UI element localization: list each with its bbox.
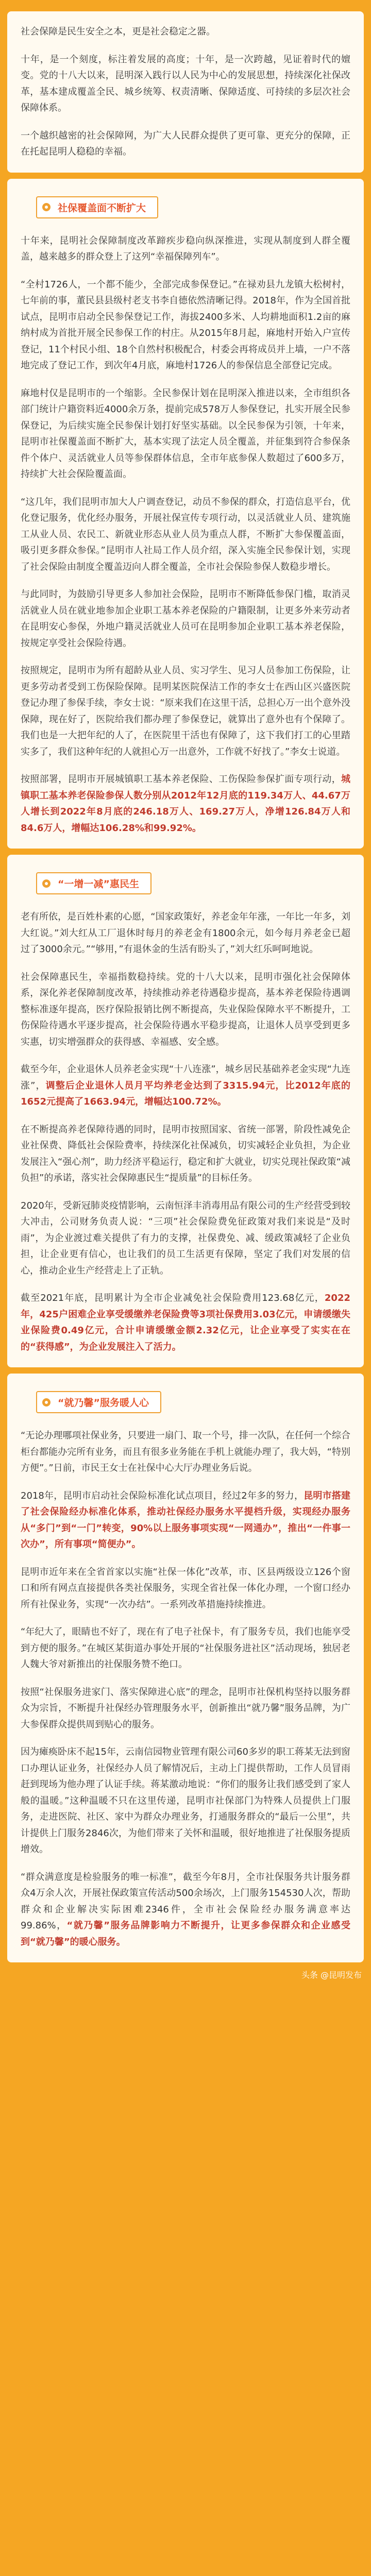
body-text: 2018年，昆明市启动社会保险标准化试点项目，经过2年多的努力，: [21, 1490, 304, 1501]
paragraph: [21, 1744, 350, 1858]
section-card: [7, 1374, 364, 1962]
bullet-icon: [42, 1398, 50, 1406]
paragraph: [21, 1428, 350, 1477]
watermark: 头条 @昆明发布: [301, 1970, 362, 1980]
paragraph: [21, 1869, 350, 1951]
bullet-icon: [42, 203, 50, 211]
paragraph: [21, 909, 350, 958]
paragraph: [21, 1061, 350, 1110]
paragraph: [21, 1290, 350, 1355]
section-title-text: “就乃馨”服务暖人心: [58, 1397, 149, 1409]
paragraph: [21, 1624, 350, 1673]
section-title: [36, 196, 158, 218]
body-text: “无论办理哪项社保业务，只要进一扇门、取一个号，排一次队，在任何一个综合柜台都能办完所有业务，而且有很多业务能在手机上就能办理了，我大妈，“特别方便”。”日前，市民王女士在社保中心大厅办理业务后说。: [21, 1430, 350, 1473]
body-text: 社会保障惠民生，幸福指数稳持续。党的十八大以来，昆明市强化社会保障体系，深化养老保障制度改革，持续推动养老待遇稳步提高，基本养老保险待遇调整标准逐年提高，医疗保险报销比例不断提高，失业保险保障水平不断提升，工伤保险待遇水平逐步提高，社会保险待遇水平稳步提高，让退休人员享受到更多实惠，切实增强群众的获得感、幸福感、安全感。: [21, 971, 350, 1047]
paragraph: [21, 1198, 350, 1279]
body-text: 十年来，昆明社会保障制度改革蹄疾步稳向纵深推进，实现从制度到人群全覆盖，越来越多的群众登上了这列“幸福保障列车”。: [21, 235, 350, 262]
body-text: 与此同时，为鼓励引导更多人参加社会保险，昆明市不断降低参保门槛，取消灵活就业人员在就业地参加企业职工基本养老保险的户籍限制，让更多外来劳动者在昆明安心参保，外地户籍灵活就业人员可在昆明参加企业职工基本养老保险，按规定享受社会保险待遇。: [21, 589, 350, 649]
section-title: [36, 1391, 161, 1413]
body-text: 因为瘫痪卧床不起15年，云南信园物业管理有限公司60多岁的职工蒋某无法到窗口办理认证业务，社保经办人员了解情况后，主动上门提供帮助，工作人员冒雨赶到现场为他办理了认证手续。蒋某激动地说：“你们的服务让我们感受到了家人般的温暖。”这种温暖不只在这里传递，昆明市社保部门为特殊人员提供上门服务，走进医院、社区、家中为群众办理业务，打通服务群众的“最后一公里”，共计提供上门服务2846次，为他们带来了关怀和温暖，很好地推进了社保服务提质增效。: [21, 1747, 350, 1855]
body-text: 截至2021年底，昆明累计为全市企业减免社会保险费用123.68亿元，: [21, 1293, 325, 1303]
paragraph: [21, 1122, 350, 1187]
bullet-icon: [42, 879, 50, 888]
body-text: “这几年，我们昆明市加大人户调查登记，动员不参保的群众，打造信息平台，优化登记服务，优化经办服务，开展社保宣传专项行动，以灵活就业人员、建筑施工从业人员、农民工、新就业形态从业人员为重点人群，不断扩大参保覆盖面，吸引更多群众参保。”昆明市人社局工作人员介绍，深入实施全民参保计划，实现了社会保险由制度全覆盖迈向人群全覆盖，全市社会保险参保人数稳步增长。: [21, 496, 350, 572]
body-text: 十年，是一个刻度，标注着发展的高度；十年，是一次跨越，见证着时代的嬗变。党的十八大以来，昆明深入践行以人民为中心的发展思想，持续深化社保改革，基本建成覆盖全民、城乡统筹、权责清晰、保障适度、可持续的多层次社会保障体系。: [21, 54, 350, 113]
paragraph: [21, 233, 350, 265]
body-text: 一个越织越密的社会保障网，为广大人民群众提供了更可靠、更充分的保障，正在托起昆明人稳稳的幸福。: [21, 130, 350, 157]
body-text: 按照部署，昆明市开展城镇职工基本养老保险、工伤保险参保扩面专项行动，: [21, 774, 341, 785]
intro-card: [7, 11, 364, 173]
body-text: 按照“社保服务进家门、落实保障进心底”的理念，昆明市社保机构坚持以服务群众为宗旨，不断提升社保经办管理服务水平，创新推出“就乃馨”服务品牌，为广大参保群众提供周到贴心的服务。: [21, 1686, 350, 1730]
body-text: 截至今年，企业退休人员养老金实现“十八连涨”，城乡居民基础养老金实现“九连涨”，: [21, 1064, 350, 1091]
paragraph: [21, 494, 350, 575]
highlight-text: 城镇职工基本养老保险参保人数分别从2012年12月底的119.34万人、44.67万人增长到2022年8月底的246.18万人、169.27万人，净增126.84万人和84.6万人，增幅达106.28%和99.92%。: [21, 774, 350, 834]
section-title-text: “一增一减”惠民生: [58, 878, 139, 890]
paragraph: [21, 969, 350, 1050]
paragraph: [21, 24, 350, 40]
body-text: 昆明市近年来在全省首家以实施“社保一体化”改革，市、区县两级设立126个窗口和所有网点直接提供各类社保服务，实现全省社保一体化办理，一个窗口经办所有社保业务，实现“一次办结”。一系列改革措施持续推进。: [21, 1566, 350, 1610]
section-card: [7, 855, 364, 1367]
body-text: 2020年，受新冠肺炎疫情影响，云南恒泽丰消毒用品有限公司的生产经营受到较大冲击，公司财务负责人说：“三项”社会保险费免征政策对我们来说是“及时雨”，为企业渡过难关提供了有力的支撑，社保费免、减、缓政策减轻了企业负担，让企业更有信心，也让我们的员工生活更有保障，坚定了我们对发展的信心，推动企业生产经营走上了正轨。: [21, 1200, 350, 1276]
paragraph: [21, 385, 350, 483]
body-text: “年纪大了，眼睛也不好了，现在有了电子社保卡，有了服务专员，我们也能享受到方便的服务。”在城区某街道办事处开展的“社保服务进社区”活动现场，独居老人魏大爷对新推出的社保服务赞不绝口。: [21, 1626, 350, 1670]
section-title-text: 社保覆盖面不断扩大: [58, 202, 146, 214]
article-content: [0, 11, 371, 1962]
paragraph: [21, 1564, 350, 1613]
body-text: 社会保障是民生安全之本，更是社会稳定之器。: [21, 26, 215, 37]
body-text: 在不断提高养老保障待遇的同时，昆明市按照国家、省统一部署，阶段性减免企业社保费、降低社会保险费率，持续深化社保减负，切实减轻企业负担，为企业发展注入“强心剂”，助力经济平稳运行，稳定和扩大就业，切实兑现社保政策“减负担”的承诺，落实社会保障惠民生“提质量”的目标任务。: [21, 1124, 350, 1183]
paragraph: [21, 277, 350, 374]
body-text: 按照规定，昆明市为所有超龄从业人员、实习学生、见习人员参加工伤保险，让更多劳动者受到工伤保险保障。昆明某医院保洁工作的李女士在西山区兴盛医院登记办理了参保手续，李女士说：“原来我们在这里干活，总担心万一出个意外没保障，现在好了，医院给我们都办理了参保登记，就算出了意外也有个保障了。我们也是一大把年纪的人了，在医院里干活也有保障了，这下我们打工的心里踏实多了，我们这种年纪的人就担心万一出意外，工作就不好找了。”李女士说道。: [21, 665, 350, 757]
highlight-text: “就乃馨”服务品牌影响力不断提升，让更多参保群众和企业感受到“就乃馨”的暖心服务。: [21, 1920, 350, 1947]
section-card: [7, 179, 364, 849]
body-text: 老有所依，是百姓朴素的心愿，“国家政策好，养老金年年涨，一年比一年多，刘大红说。”刘大红从工厂退休时每月的养老金有1800余元，如今每月养老金已超过了3000余元。”“够用，”有退休金的生活有盼头了，”刘大红乐呵呵地说。: [21, 911, 350, 955]
paragraph: [21, 1488, 350, 1553]
highlight-text: 2022年，425户困难企业享受缓缴养老保险费等3项社保费用3.03亿元，申请缓缴失业保险费0.49亿元，合计申请缓缴金额2.32亿元，让企业享受了实实在在的“获得感”，为企业发展注入了活力。: [21, 1293, 350, 1352]
paragraph: [21, 771, 350, 836]
paragraph: [21, 1684, 350, 1733]
highlight-text: 调整后企业退休人员月平均养老金达到了3315.94元，比2012年底的1652元提高了1663.94元，增幅达100.72%。: [21, 1080, 350, 1107]
paragraph: [21, 663, 350, 760]
paragraph: [21, 128, 350, 160]
highlight-text: 昆明市搭建了社会保险经办标准化体系，推动社保经办服务水平提档升级，实现经办服务从“多门”到“一门”转变，90%以上服务事项实现“一网通办”，推出“一件事一次办”，所有事项“简便办”。: [21, 1490, 351, 1550]
section-title: [36, 872, 151, 894]
body-text: 麻地村仅是昆明市的一个缩影。全民参保计划在昆明深入推进以来，全市组织各部门统计户籍资料近4000余万条，提前完成578万人参保登记，扎实开展全民参保登记，为后续实施全民参保计划打好坚实基础。以全民参保为引领，十年来，昆明市社保覆盖面不断扩大，基本实现了法定人员全覆盖，并征集到符合参保条件个体户、灵活就业人员等参保群体信息，全市年底参保人数超过了600多万，持续扩大社会保险覆盖面。: [21, 387, 350, 480]
body-text: “群众满意度是检验服务的唯一标准”，截至今年8月，全市社保服务共计服务群众4万余人次，开展社保政策宣传活动500余场次，上门服务154530人次，帮助群众和企业解决实际困难2346件，全市社会保险经办服务满意率达99.86%，: [21, 1871, 350, 1931]
paragraph: [21, 586, 350, 651]
body-text: “全村1726人，一个都不能少，全部完成参保登记。”在禄劝县九龙镇大松树村，七年前的事，董民县县级村老支书李自德依然清晰记得。2018年，作为全国首批试点，昆明市启动全民参保登记工作，海拔2400多米、人均耕地面积1.2亩的麻纳村成为首批开展全民参保工作的村庄。从2015年8月起，麻地村开始入户宣传登记，11个村民小组、18个自然村积极配合，村委会再将成员并上墙，一户不落地完成了登记工作，到次年4月底，麻地村1726人的参保信息全部登记完成。: [21, 279, 350, 371]
paragraph: [21, 52, 350, 116]
